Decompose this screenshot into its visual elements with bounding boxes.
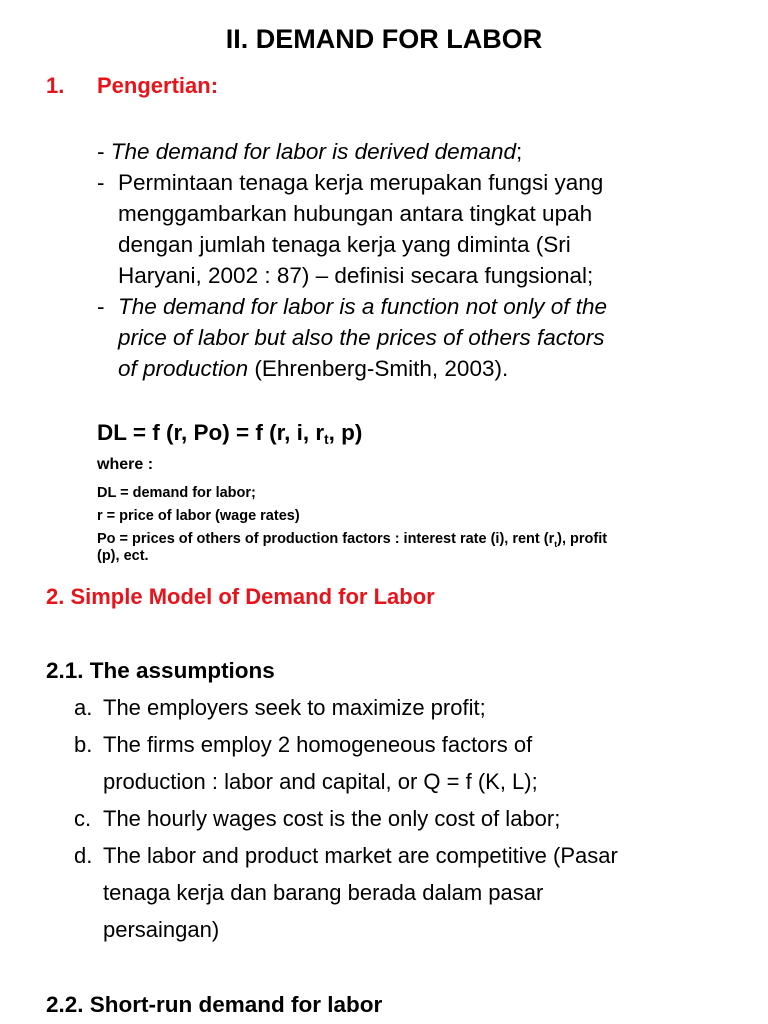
bullet-line: menggambarkan hubungan antara tingkat upah bbox=[118, 201, 593, 226]
section-1-number: 1. bbox=[46, 73, 65, 98]
page-title: II. DEMAND FOR LABOR bbox=[225, 24, 543, 54]
citation: (Ehrenberg-Smith, 2003). bbox=[248, 356, 509, 381]
list-marker: b. bbox=[74, 732, 93, 757]
bullet-dash: - bbox=[97, 139, 111, 164]
list-item bbox=[74, 800, 618, 837]
list-item bbox=[74, 689, 618, 726]
section-1-heading: Pengertian: bbox=[97, 73, 219, 98]
bullet-italic-text: of production bbox=[118, 356, 249, 381]
bullet-dash: - bbox=[97, 170, 105, 195]
list-line: production : labor and capital, or Q = f (K, L); bbox=[103, 769, 538, 794]
list-marker: a. bbox=[74, 695, 93, 720]
bullet-permintaan bbox=[97, 167, 603, 291]
formula-part: , p) bbox=[328, 420, 363, 445]
definition-text: Po = prices of others of production factors : interest rate (i), rent (r bbox=[97, 531, 555, 547]
list-line: The hourly wages cost is the only cost of labor; bbox=[103, 806, 561, 831]
definition-text: ), profit bbox=[557, 531, 608, 547]
bullet-line: price of labor but also the prices of others factors bbox=[118, 325, 605, 350]
bullet-italic-text: The demand for labor is derived demand bbox=[110, 139, 516, 164]
bullet-suffix: ; bbox=[515, 139, 523, 164]
definition-dl: DL = demand for labor; bbox=[97, 485, 256, 501]
list-line: The employers seek to maximize profit; bbox=[103, 695, 486, 720]
bullet-line: Haryani, 2002 : 87) – definisi secara fungsional; bbox=[118, 263, 594, 288]
assumptions-list bbox=[74, 689, 618, 948]
where-label: where : bbox=[97, 456, 154, 473]
section-2-1-heading: 2.1. The assumptions bbox=[46, 658, 275, 683]
list-item bbox=[74, 726, 618, 800]
bullet-function-of-labor bbox=[97, 291, 607, 384]
list-marker: c. bbox=[74, 806, 92, 831]
list-item bbox=[74, 837, 618, 948]
list-line: The labor and product market are competitive (Pasar bbox=[103, 843, 618, 868]
list-line: tenaga kerja dan barang berada dalam pasar bbox=[103, 880, 544, 905]
demand-formula bbox=[97, 420, 362, 446]
list-line: persaingan) bbox=[103, 917, 220, 942]
section-2-2-heading: 2.2. Short-run demand for labor bbox=[46, 992, 383, 1017]
definition-po bbox=[97, 531, 607, 565]
formula-part: DL = f (r, Po) = f (r, i, r bbox=[97, 420, 325, 445]
bullet-line: Permintaan tenaga kerja merupakan fungsi yang bbox=[118, 170, 604, 195]
list-marker: d. bbox=[74, 843, 93, 868]
bullet-line bbox=[118, 353, 607, 384]
section-2-heading: 2. Simple Model of Demand for Labor bbox=[46, 584, 435, 609]
bullet-derived-demand bbox=[97, 136, 522, 167]
bullet-dash: - bbox=[97, 294, 105, 319]
formula-subscript: t bbox=[324, 432, 329, 447]
list-line: The firms employ 2 homogeneous factors of bbox=[103, 732, 533, 757]
definition-line: (p), ect. bbox=[97, 548, 149, 564]
bullet-text-block bbox=[118, 291, 607, 384]
definition-line bbox=[97, 531, 607, 548]
definition-r: r = price of labor (wage rates) bbox=[97, 508, 300, 524]
bullet-text-block bbox=[118, 167, 603, 291]
bullet-line: The demand for labor is a function not only of the bbox=[118, 294, 608, 319]
definition-subscript: t bbox=[554, 539, 558, 549]
bullet-line: dengan jumlah tenaga kerja yang diminta (Sri bbox=[118, 232, 571, 257]
